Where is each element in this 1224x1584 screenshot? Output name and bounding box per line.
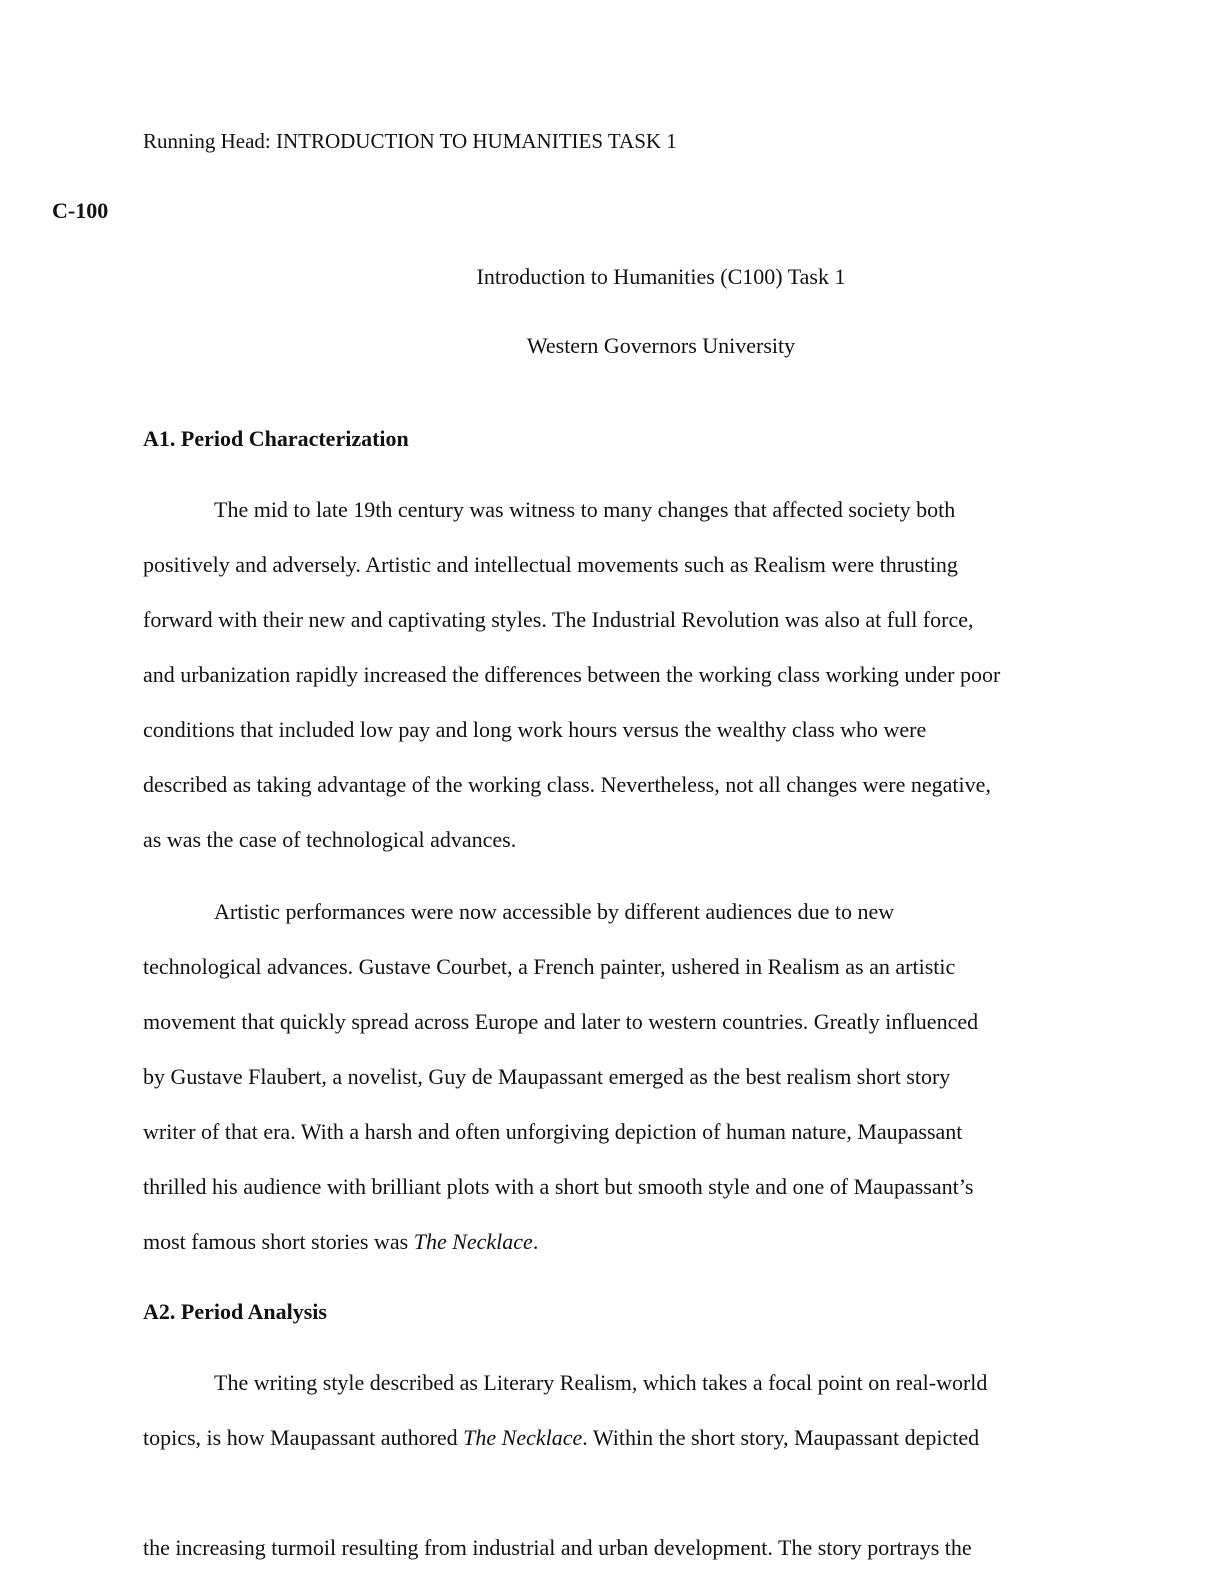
paragraph-line: described as taking advantage of the working class. Nevertheless, not all changes were negative, <box>143 772 991 797</box>
text-run: . <box>532 1229 539 1254</box>
running-head: Running Head: INTRODUCTION TO HUMANITIES TASK 1 <box>143 129 677 153</box>
paragraph-line: thrilled his audience with brilliant plots with a short but smooth style and one of Maupassant’s <box>143 1174 974 1199</box>
paragraph-line: by Gustave Flaubert, a novelist, Guy de Maupassant emerged as the best realism short story <box>143 1064 951 1089</box>
institution-name: Western Governors University <box>526 333 796 358</box>
paragraph-a1-2 <box>143 884 1083 1269</box>
text-run: most famous short stories was <box>143 1229 414 1254</box>
paragraph-line: movement that quickly spread across Europe and later to western countries. Greatly influenced <box>143 1009 979 1034</box>
paragraph-line: Artistic performances were now accessible by different audiences due to new <box>214 899 895 924</box>
story-title: The Necklace <box>413 1229 533 1254</box>
text-run: . Within the short story, Maupassant depicted <box>582 1425 980 1450</box>
paragraph-line: positively and adversely. Artistic and intellectual movements such as Realism were thrusting <box>143 552 958 577</box>
paragraph-line: forward with their new and captivating styles. The Industrial Revolution was also at full force, <box>143 607 974 632</box>
section-heading-a2: A2. Period Analysis <box>143 1299 327 1324</box>
paragraph-line: The writing style described as Literary Realism, which takes a focal point on real-world <box>214 1370 988 1395</box>
paragraph-line: and urbanization rapidly increased the differences between the working class working under poor <box>143 662 1001 687</box>
paragraph-a2-1 <box>143 1355 1083 1575</box>
paragraph-line: technological advances. Gustave Courbet, a French painter, ushered in Realism as an artistic <box>143 954 956 979</box>
paragraph-line <box>143 1410 1083 1465</box>
paragraph-line: as was the case of technological advances. <box>143 827 517 852</box>
paragraph-line: the increasing turmoil resulting from industrial and urban development. The story portrays the <box>143 1535 972 1560</box>
story-title: The Necklace <box>463 1425 583 1450</box>
page-break-gap <box>143 1465 1083 1520</box>
paragraph-line: The mid to late 19th century was witness to many changes that affected society both <box>214 497 956 522</box>
paragraph-a1-1 <box>143 482 1083 867</box>
paper-title: Introduction to Humanities (C100) Task 1 <box>476 264 846 289</box>
text-run: topics, is how Maupassant authored <box>143 1425 464 1450</box>
document-code: C-100 <box>52 198 109 223</box>
paragraph-line: conditions that included low pay and long work hours versus the wealthy class who were <box>143 717 927 742</box>
paragraph-line: writer of that era. With a harsh and often unforgiving depiction of human nature, Maupassant <box>143 1119 963 1144</box>
paragraph-line <box>143 1214 1083 1269</box>
section-heading-a1: A1. Period Characterization <box>143 426 409 451</box>
